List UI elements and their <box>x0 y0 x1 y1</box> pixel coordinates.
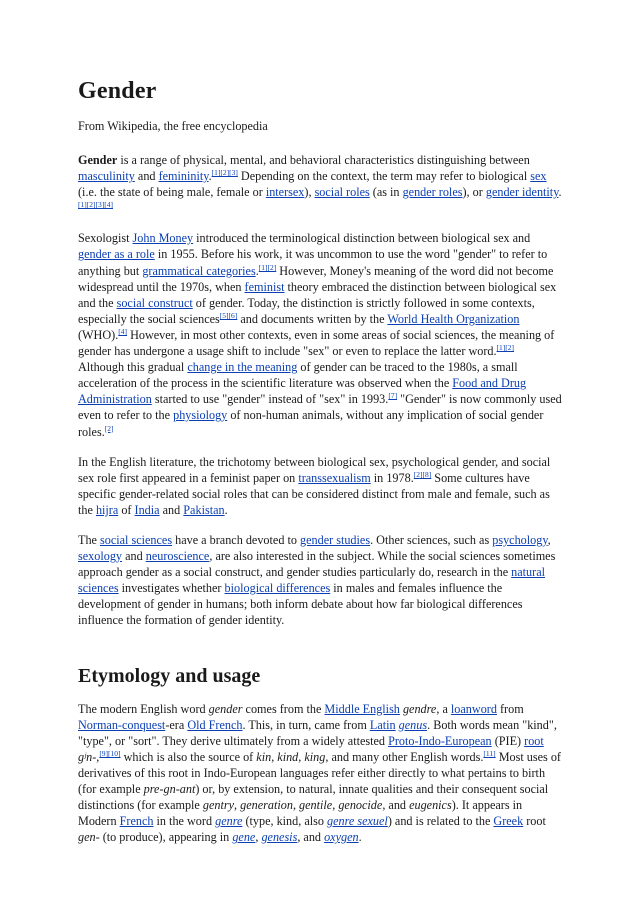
bold-term: Gender <box>78 153 118 167</box>
text-run: (i.e. the state of being male, female or <box>78 185 266 200</box>
wiki-link[interactable]: gender identity <box>485 185 559 200</box>
citation-link[interactable]: [11] <box>483 748 496 758</box>
wiki-link[interactable]: biological differences <box>224 581 331 596</box>
wiki-link[interactable]: French <box>119 814 154 829</box>
text-run: (WHO). <box>78 327 119 342</box>
text-run: (as in <box>369 185 403 200</box>
citation-link[interactable]: [5][6] <box>219 310 238 320</box>
article-content <box>78 76 562 845</box>
text-run: and <box>134 169 159 184</box>
italic-term: kind <box>277 749 299 764</box>
text-run: Most uses of derivatives of this root in Indo-European languages refer either directly to what pertains to birth (for example <box>78 749 561 796</box>
text-run: theory embraced the distinction between biological sex and the <box>78 279 557 310</box>
citation-link[interactable]: [4] <box>118 326 128 336</box>
italic-term: king <box>304 749 326 764</box>
citation-ref <box>105 424 114 433</box>
text-run: of non-human animals, without any implication of social gender roles. <box>78 408 544 439</box>
wiki-link[interactable]: Food and Drug Administration <box>78 376 527 407</box>
citation-link[interactable]: [1][2] <box>496 343 515 353</box>
wiki-link[interactable]: genre <box>215 814 243 829</box>
wiki-link[interactable]: gender as a role <box>78 247 155 262</box>
citation-ref <box>99 749 120 758</box>
wiki-link[interactable]: sex <box>530 169 547 184</box>
wiki-link[interactable]: change in the meaning <box>187 360 298 375</box>
text-run: , are also interested in the subject. While the social sciences sometimes approach gender as a social construct, and gender studies particularly do, research in the <box>78 549 556 580</box>
wiki-link[interactable]: social sciences <box>100 532 173 547</box>
italic-term: gendre <box>402 701 437 716</box>
italic-term: eugenics <box>409 798 452 813</box>
text-run: The modern English word <box>78 701 209 716</box>
text-run: ), <box>304 185 315 200</box>
text-run: ). It appears in Modern <box>78 798 523 829</box>
text-run: , <box>298 749 305 764</box>
wiki-link[interactable]: gender studies <box>300 532 371 547</box>
text-run: , <box>96 749 100 764</box>
text-run: , and many other English words. <box>325 749 484 764</box>
text-run: ) and is related to the <box>387 814 494 829</box>
wiki-link[interactable]: genesis <box>261 830 298 845</box>
italic-term: generation <box>240 798 293 813</box>
text-run: . Other sciences, such as <box>370 532 493 547</box>
wiki-link[interactable]: social roles <box>314 185 370 200</box>
italic-term: gentry <box>202 798 235 813</box>
citation-ref <box>220 311 238 320</box>
text-run: ), or <box>462 185 486 200</box>
italic-term: pre-gn-ant <box>143 782 196 796</box>
text-run: of <box>118 502 135 517</box>
citation-link[interactable]: [2] <box>104 423 114 433</box>
citation-link[interactable]: [2][8] <box>413 469 432 479</box>
text-run: and documents written by the <box>237 311 388 326</box>
citation-link[interactable]: [1][2] <box>258 262 277 272</box>
text-run: introduced the terminological distinction between biological sex and <box>193 231 531 246</box>
text-run: "Gender" is now commonly used even to refer to the <box>78 392 562 423</box>
text-run: root <box>523 814 546 829</box>
text-run: started to use "gender" instead of "sex" in 1993. <box>151 392 389 407</box>
text-run: and <box>159 502 184 517</box>
text-run: have a branch devoted to <box>172 532 300 547</box>
text-run: from <box>496 701 524 716</box>
wiki-link[interactable]: Proto-Indo-European <box>388 733 492 748</box>
text-run: is a range of physical, mental, and behavioral characteristics distinguishing between <box>117 153 530 167</box>
wiki-link[interactable]: Latin <box>369 717 396 732</box>
text-run: Although this gradual <box>78 360 188 375</box>
text-run: . <box>255 263 259 278</box>
text-run: investigates whether <box>118 581 225 596</box>
wiki-link[interactable]: Greek <box>493 814 524 829</box>
text-run: (to produce), appearing in <box>99 830 233 845</box>
italic-term: gentile <box>299 798 333 813</box>
wiki-link[interactable]: gender roles <box>402 185 463 200</box>
wiki-link[interactable]: India <box>134 502 160 517</box>
wiki-link[interactable]: oxygen <box>324 830 359 845</box>
wiki-link[interactable]: psychology <box>492 532 548 547</box>
italic-term: gen- <box>78 830 100 845</box>
italic-term: gender <box>208 701 243 716</box>
text-run: , <box>234 798 241 813</box>
wiki-link[interactable]: genre sexuel <box>327 814 388 829</box>
wiki-link[interactable]: loanword <box>450 701 497 716</box>
text-run: The <box>78 532 100 547</box>
wiki-link[interactable]: root <box>524 733 544 748</box>
section-heading-etymology: Etymology and usage <box>78 664 261 687</box>
intro-paragraph <box>78 532 562 629</box>
page-title: Gender <box>78 78 157 104</box>
wiki-link[interactable]: gene <box>232 830 256 845</box>
italic-term: genocide <box>338 798 383 813</box>
text-run: However, in most other contexts, even in some areas of social sciences, the meaning of gender has undergone a usage shift to include "sex" or even to replace the latter word. <box>78 327 555 359</box>
wiki-link[interactable]: transsexualism <box>298 470 371 485</box>
wiki-link[interactable]: femininity <box>158 169 209 184</box>
text-run: in males and females influence the development of gender in humans; both inform debate about how far biological differences influence the formation of gender identity. <box>78 581 523 628</box>
citation-ref <box>483 749 495 758</box>
intro-paragraph <box>78 152 562 216</box>
text-run: comes from the <box>242 701 325 716</box>
text-run: . <box>208 169 212 184</box>
wiki-link[interactable]: Pakistan <box>183 502 225 517</box>
intro-paragraph <box>78 230 562 439</box>
wiki-link[interactable]: Norman-conquest <box>78 717 166 732</box>
text-run: . <box>224 502 228 517</box>
wiki-link[interactable]: neuroscience <box>145 549 210 564</box>
text-run: , <box>255 830 262 845</box>
text-run: in the word <box>153 814 216 829</box>
wiki-link[interactable]: masculinity <box>78 169 135 184</box>
text-run: . Both words mean "kind", "type", or "sort". They derive ultimately from a widely attested <box>78 717 557 748</box>
wiki-link[interactable]: intersex <box>265 185 305 200</box>
text-run: and <box>122 549 146 564</box>
text-run: Some cultures have specific gender-related social roles that can be considered distinct from male and female, such as the <box>78 470 550 517</box>
text-run: ) or, by extension, to natural, innate qualities and their consequent social distinctions (for example <box>78 782 549 813</box>
citation-ref <box>497 343 515 352</box>
wiki-link[interactable]: social construct <box>116 295 193 310</box>
wiki-link[interactable]: genus <box>398 717 428 732</box>
text-run: , a <box>436 701 451 716</box>
text-run: in 1955. Before his work, it was uncommon to use the word "gender" to refer to anything but <box>78 247 548 278</box>
text-run: which is also the source of <box>120 749 257 764</box>
text-run: , and <box>382 798 410 813</box>
text-run: (PIE) <box>491 733 525 748</box>
page-subtitle: From Wikipedia, the free encyclopedia <box>78 119 268 133</box>
wiki-link[interactable]: World Health Organization <box>387 311 520 326</box>
text-run: of gender can be traced to the 1980s, a small acceleration of the process in the scientific literature was observed when the <box>78 360 518 391</box>
citation-ref <box>388 391 397 400</box>
citation-ref <box>118 327 127 336</box>
citation-link[interactable]: [7] <box>388 391 398 401</box>
wiki-link[interactable]: grammatical categories <box>142 263 256 278</box>
wiki-link[interactable]: feminist <box>244 279 285 294</box>
text-run: . <box>358 830 362 845</box>
text-run: in 1978. <box>370 470 414 485</box>
etymology-paragraph <box>78 701 562 846</box>
citation-link[interactable]: [9][10] <box>99 748 121 758</box>
text-run: of gender. Today, the distinction is strictly followed in some contexts, especially the social sciences <box>78 295 535 326</box>
text-run: , <box>332 798 339 813</box>
text-run: -era <box>165 717 188 732</box>
wiki-link[interactable]: John Money <box>132 231 194 246</box>
wiki-link[interactable]: Middle English <box>324 701 400 716</box>
text-run: , and <box>297 830 325 845</box>
wiki-link[interactable]: sexology <box>78 549 123 564</box>
citation-ref <box>212 168 238 177</box>
text-run: However, Money's meaning of the word did not become widespread until the 1970s, when <box>78 263 554 294</box>
wiki-link[interactable]: hijra <box>95 502 119 517</box>
italic-term: kin <box>256 749 272 764</box>
italic-term: gʲn- <box>78 749 97 764</box>
citation-link[interactable]: [1][2][3][4] <box>78 200 113 210</box>
text-run: . This, in turn, came from <box>242 717 370 732</box>
wiki-link[interactable]: physiology <box>173 408 228 423</box>
citation-ref <box>78 200 113 209</box>
citation-ref <box>414 470 432 479</box>
text-run: . <box>558 185 562 200</box>
text-run: Sexologist <box>78 231 133 246</box>
wiki-link[interactable]: Old French <box>187 717 243 732</box>
citation-link[interactable]: [1][2][3] <box>211 168 238 178</box>
text-run: (type, kind, also <box>242 814 328 829</box>
citation-ref <box>259 263 277 272</box>
wiki-link[interactable]: natural sciences <box>78 565 546 596</box>
text-run: , <box>292 798 300 813</box>
text-run: , <box>547 532 551 547</box>
intro-paragraph <box>78 454 562 518</box>
text-run: Depending on the context, the term may refer to biological <box>237 169 531 184</box>
text-run: , <box>271 749 278 764</box>
text-run: In the English literature, the trichotomy between biological sex, psychological gender, and social sex role first appeared in a feminist paper on <box>78 454 551 485</box>
